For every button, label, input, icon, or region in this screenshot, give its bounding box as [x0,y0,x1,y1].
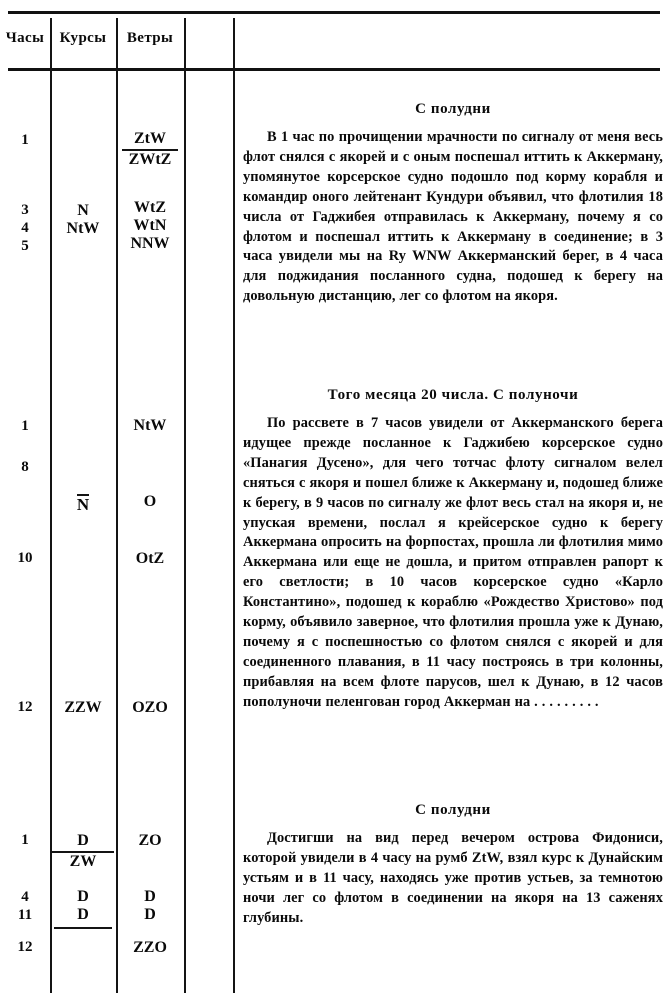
column-separator-4 [233,18,235,993]
section-body: По рассвете в 7 часов увидели от Аккерманского берега идущее прежде посланное к Гаджибею корсерское судно «Панагия Дусено», для чего тотчас флоту сигналом велел сняться с якоря и пошел ближе к Аккерману и, подошед ближе к берегу, в 9 часов по сигналу же флот весь стал на якоря и, не упуская времени, послал я крейсерское судно к берегу Аккермана опросить на форпостах, прошла ли флотилия мимо Аккермана или еще не дошла, и притом отправлен рапорт к его светлости; в 10 часов корсерское судно «Карло Константино», подошед к кораблю «Рождество Христово» под корму, объявило заверное, что флотилия прошла уже к Дунаю, почему я с поспешностью со флотом снялся с якорей и для соединенного плавания, в 11 часу построясь в три колонны, прибавляя на всем флоте парусов, шел к Дунаю, в 12 часов пополуночи пеленгован город Аккерман на . . . . . . . . . [243,415,663,710]
hour-cell: 1 [21,418,29,434]
course-denominator: ZW [69,852,97,870]
wind-value: D [144,888,156,905]
section-heading: С полудни [415,802,491,818]
hour-cell: 1 [21,832,29,848]
section-body: В 1 час по прочищении мрачности по сигналу от меня весь флот снялся с якорей и с оным поспешал иттить к Аккерману, упомянутое корсерское судно подошло под корму корабля и командир оного лейтенант Кундури объявил, что флотилия 18 числа от Гаджибея отправилась к Аккерману, почему я со флотом и поспешал иттить к Аккерману в соединение; в 3 часа увидели мы на Ry WNW Аккерманский берег, в 4 часа для поджидания посланного судна, подошед к берегу на довольную дистанцию, лег со флотом на якоря. [243,129,663,305]
course-value: NtW [66,219,100,237]
hour-cell: 8 [21,459,29,475]
course-cell-d-over-zw [50,833,116,871]
section-body: Достигши на вид перед вечером острова Фидониси, которой увидели в 4 часу на румб ZtW, взял курс к Дунайским устьям и в 11 часу, находясь уже против устьев, за темнотою ночи лег со флотом в соединении на якоря на 13 саженях глубины. [243,830,663,926]
column-separator-3 [184,18,186,993]
section-heading: Того месяца 20 числа. С полуночи [327,387,579,403]
column-header-hours: Часы [5,30,45,46]
course-cell-d-d [50,888,116,924]
course-cell-zzw: ZZW [64,699,102,716]
hour-cell: 4 [21,220,29,236]
wind-cell-ztw-over-zwtz [116,131,184,169]
wind-cell-otz: OtZ [135,550,165,567]
column-header-winds: Ветры [126,30,174,46]
wind-cell-wtz: WtZ [134,199,166,216]
wind-cell-d-d [116,888,184,924]
wind-cell-ozo: OZO [132,699,168,716]
hour-cell: 1 [21,132,29,148]
section-heading: С полудни [415,101,491,117]
hour-cell: 5 [21,238,29,254]
course-cell-n-ntw [50,202,116,238]
header-rule [8,68,660,71]
top-rule [8,11,660,14]
course-value: D [77,888,89,905]
course-numerator: D [77,832,89,849]
hour-cell: 10 [17,550,33,566]
wind-value: D [144,905,156,923]
wind-cell-nnw: NNW [130,235,170,252]
course-value: N [77,202,89,219]
wind-denominator: ZWtZ [128,150,172,168]
wind-cell-o: O [143,493,157,510]
course-value: D [77,905,89,923]
wind-cell-zzo: ZZO [133,939,167,956]
wind-cell-ntw: NtW [133,417,167,434]
wind-numerator: ZtW [134,130,166,147]
wind-cell-zo: ZO [138,832,162,849]
hour-cell: 11 [17,907,33,923]
course-value: N [76,495,90,514]
hour-cell: 3 [21,202,29,218]
wind-cell-wtn: WtN [133,217,167,234]
course-cell-n-overline [50,494,116,513]
hour-cell: 4 [21,889,29,905]
column-header-courses: Курсы [59,30,107,46]
courses-divider-rule [54,927,112,929]
hour-cell: 12 [17,939,33,955]
hour-cell: 12 [17,699,33,715]
